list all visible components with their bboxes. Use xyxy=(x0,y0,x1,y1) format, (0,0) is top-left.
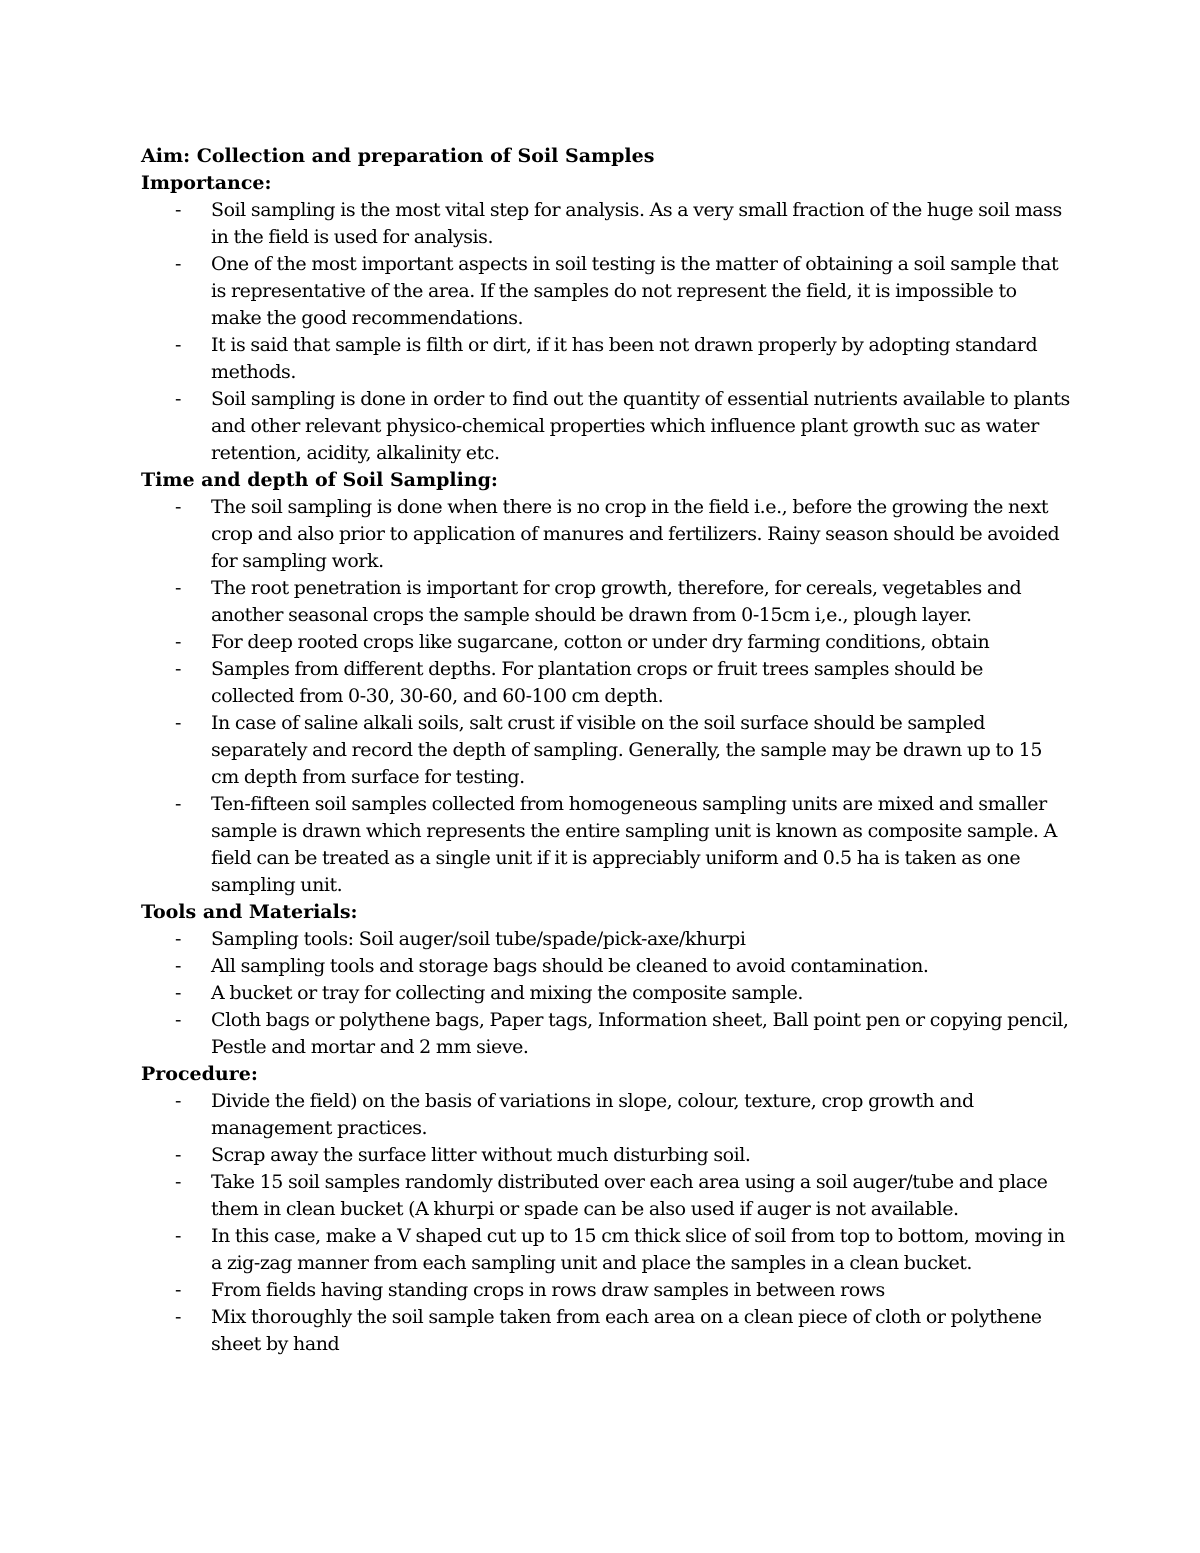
dash-bullet-icon: - xyxy=(175,658,181,680)
list-item xyxy=(141,1142,1071,1169)
list-item xyxy=(141,494,1071,575)
list-item-text: Ten-fifteen soil samples collected from homogeneous sampling units are mixed and smaller sample is drawn which represents the entire sampling unit is known as composite sample. A field can be treated as a single unit if it is appreciably uniform and 0.5 ha is taken as one sampling unit. xyxy=(211,793,1057,896)
list-item xyxy=(141,1304,1071,1358)
bullet-list xyxy=(141,494,1071,899)
list-item-text: Soil sampling is done in order to find out the quantity of essential nutrients available to plants and other relevant physico-chemical properties which influence plant growth suc as water retention, acidity, alkalinity etc. xyxy=(211,388,1070,464)
dash-bullet-icon: - xyxy=(175,496,181,518)
dash-bullet-icon: - xyxy=(175,334,181,356)
list-item-text: All sampling tools and storage bags should be cleaned to avoid contamination. xyxy=(211,955,929,977)
document-title: Aim: Collection and preparation of Soil Samples xyxy=(141,145,655,167)
dash-bullet-icon: - xyxy=(175,1171,181,1193)
list-item-text: Cloth bags or polythene bags, Paper tags, Information sheet, Ball point pen or copying pencil, Pestle and mortar and 2 mm sieve. xyxy=(211,1009,1069,1058)
section-procedure xyxy=(141,1061,1071,1358)
dash-bullet-icon: - xyxy=(175,1009,181,1031)
bullet-list xyxy=(141,1088,1071,1358)
list-item xyxy=(141,386,1071,467)
list-item-text: In this case, make a V shaped cut up to 15 cm thick slice of soil from top to bottom, moving in a zig-zag manner from each sampling unit and place the samples in a clean bucket. xyxy=(211,1225,1065,1274)
list-item xyxy=(141,1277,1071,1304)
dash-bullet-icon: - xyxy=(175,1144,181,1166)
list-item-text: For deep rooted crops like sugarcane, cotton or under dry farming conditions, obtain xyxy=(211,631,990,653)
list-item-text: Take 15 soil samples randomly distributed over each area using a soil auger/tube and place them in clean bucket (A khurpi or spade can be also used if auger is not available. xyxy=(211,1171,1048,1220)
list-item xyxy=(141,656,1071,710)
list-item-text: A bucket or tray for collecting and mixing the composite sample. xyxy=(211,982,803,1004)
list-item-text: The soil sampling is done when there is no crop in the field i.e., before the growing the next crop and also prior to application of manures and fertilizers. Rainy season should be avoided for sampling work. xyxy=(211,496,1060,572)
section-importance xyxy=(141,170,1071,467)
list-item xyxy=(141,251,1071,332)
list-item-text: Samples from different depths. For plantation crops or fruit trees samples should be collected from 0-30, 30-60, and 60-100 cm depth. xyxy=(211,658,983,707)
dash-bullet-icon: - xyxy=(175,928,181,950)
dash-bullet-icon: - xyxy=(175,577,181,599)
dash-bullet-icon: - xyxy=(175,1225,181,1247)
section-time-and-depth xyxy=(141,467,1071,899)
list-item xyxy=(141,1169,1071,1223)
list-item xyxy=(141,575,1071,629)
list-item xyxy=(141,1088,1071,1142)
list-item xyxy=(141,332,1071,386)
section-heading: Importance: xyxy=(141,172,272,194)
dash-bullet-icon: - xyxy=(175,388,181,410)
dash-bullet-icon: - xyxy=(175,253,181,275)
list-item xyxy=(141,953,1071,980)
list-item-text: One of the most important aspects in soil testing is the matter of obtaining a soil sample that is representative of the area. If the samples do not represent the field, it is impossible to make the good recommendations. xyxy=(211,253,1059,329)
dash-bullet-icon: - xyxy=(175,1090,181,1112)
list-item-text: The root penetration is important for crop growth, therefore, for cereals, vegetables and another seasonal crops the sample should be drawn from 0-15cm i,e., plough layer. xyxy=(211,577,1022,626)
list-item-text: Soil sampling is the most vital step for analysis. As a very small fraction of the huge soil mass in the field is used for analysis. xyxy=(211,199,1062,248)
document-page xyxy=(141,143,1071,1358)
list-item xyxy=(141,629,1071,656)
list-item xyxy=(141,1223,1071,1277)
section-heading: Procedure: xyxy=(141,1063,258,1085)
dash-bullet-icon: - xyxy=(175,199,181,221)
list-item xyxy=(141,926,1071,953)
list-item-text: Mix thoroughly the soil sample taken from each area on a clean piece of cloth or polythene sheet by hand xyxy=(211,1306,1042,1355)
list-item xyxy=(141,1007,1071,1061)
list-item-text: Scrap away the surface litter without much disturbing soil. xyxy=(211,1144,751,1166)
list-item xyxy=(141,980,1071,1007)
list-item xyxy=(141,791,1071,899)
dash-bullet-icon: - xyxy=(175,712,181,734)
dash-bullet-icon: - xyxy=(175,955,181,977)
list-item xyxy=(141,710,1071,791)
list-item-text: In case of saline alkali soils, salt crust if visible on the soil surface should be sampled separately and record the depth of sampling. Generally, the sample may be drawn up to 15 cm depth from surface for testing. xyxy=(211,712,1042,788)
section-heading: Time and depth of Soil Sampling: xyxy=(141,469,498,491)
list-item-text: Divide the field) on the basis of variations in slope, colour, texture, crop growth and management practices. xyxy=(211,1090,974,1139)
dash-bullet-icon: - xyxy=(175,1306,181,1328)
section-heading: Tools and Materials: xyxy=(141,901,358,923)
dash-bullet-icon: - xyxy=(175,1279,181,1301)
dash-bullet-icon: - xyxy=(175,982,181,1004)
section-tools-and-materials xyxy=(141,899,1071,1061)
list-item-text: From fields having standing crops in rows draw samples in between rows xyxy=(211,1279,885,1301)
list-item-text: It is said that sample is filth or dirt, if it has been not drawn properly by adopting standard methods. xyxy=(211,334,1038,383)
list-item xyxy=(141,197,1071,251)
bullet-list xyxy=(141,197,1071,467)
dash-bullet-icon: - xyxy=(175,631,181,653)
bullet-list xyxy=(141,926,1071,1061)
dash-bullet-icon: - xyxy=(175,793,181,815)
list-item-text: Sampling tools: Soil auger/soil tube/spade/pick-axe/khurpi xyxy=(211,928,746,950)
